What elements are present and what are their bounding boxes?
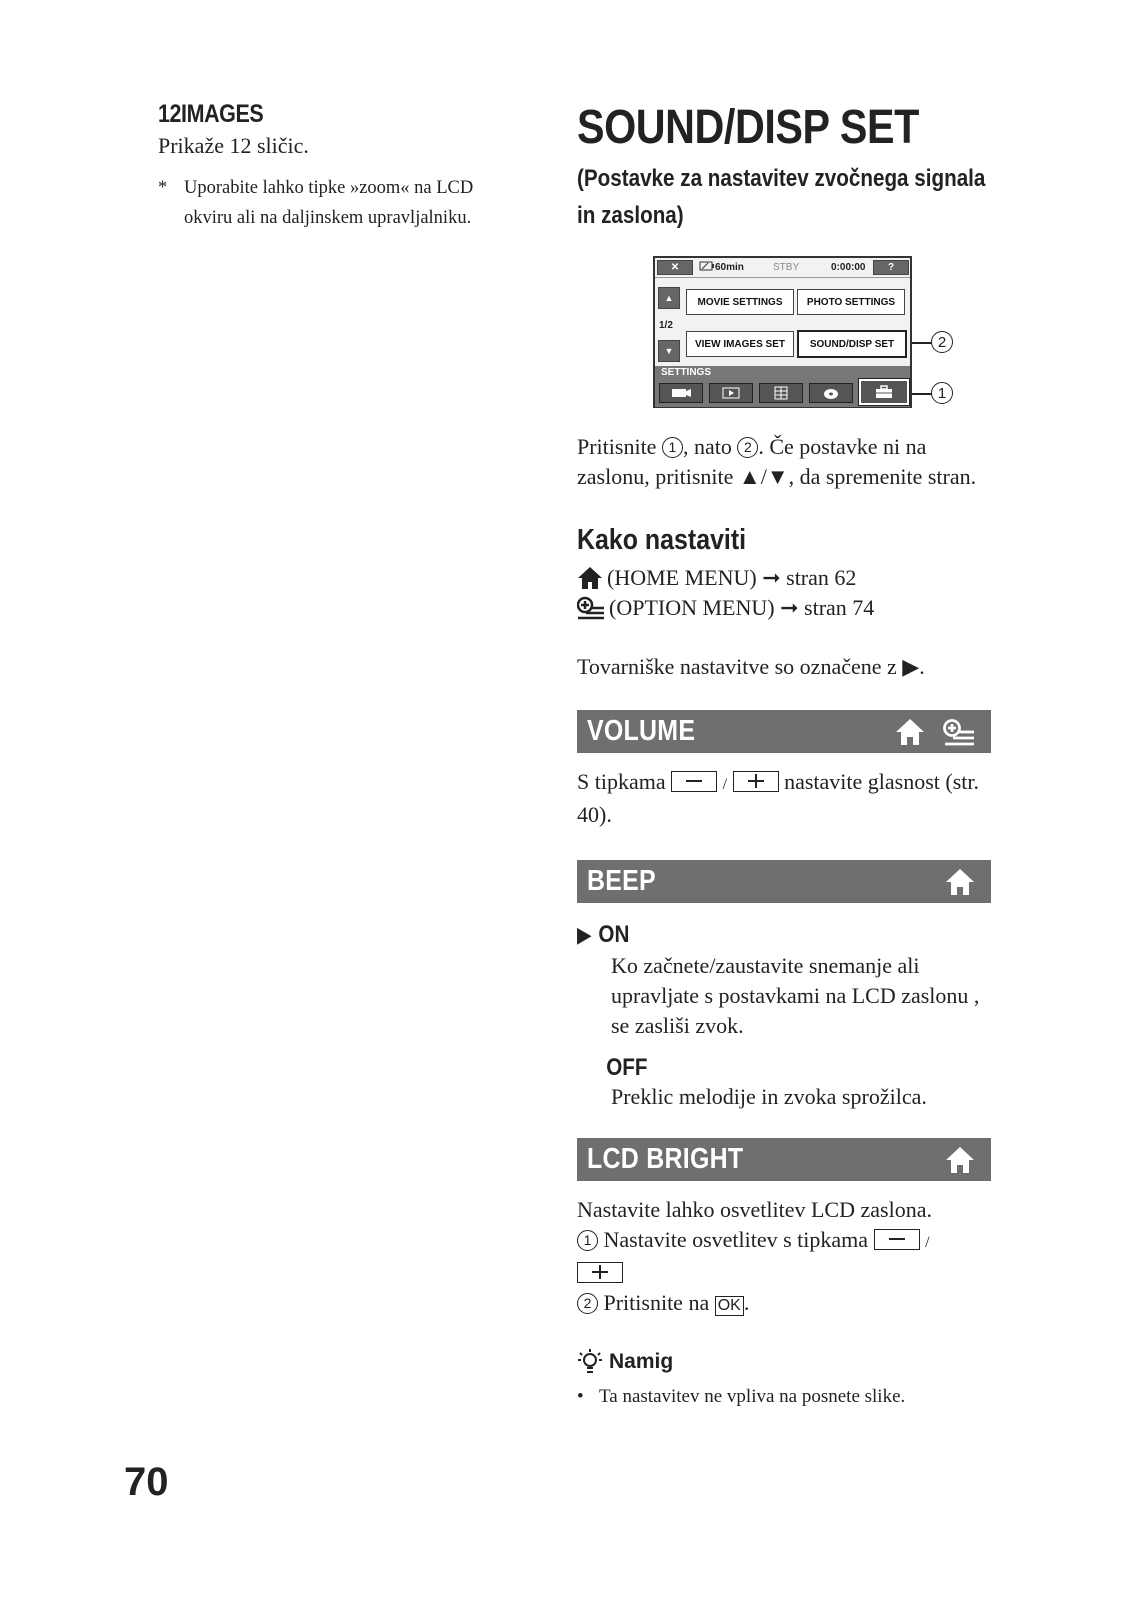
volume-text-after: nastavite glasnost (str. 40). xyxy=(577,769,979,827)
volume-description xyxy=(577,767,1001,830)
volume-text-before: S tipkama xyxy=(577,769,666,794)
toolbox-icon xyxy=(874,385,894,399)
callout-2: 2 xyxy=(931,331,953,353)
step-marker-2: 2 xyxy=(577,1293,598,1314)
volume-slash: / xyxy=(722,776,728,793)
option-menu-text: (OPTION MENU) ➞ stran 74 xyxy=(609,595,875,620)
settings-toolbox-button[interactable] xyxy=(859,379,909,405)
volume-title: VOLUME xyxy=(587,715,696,747)
left-column xyxy=(158,100,518,233)
instructions-text-1: Pritisnite xyxy=(577,434,657,459)
help-button[interactable]: ? xyxy=(873,260,909,275)
zoom-note xyxy=(158,173,518,233)
right-column xyxy=(577,100,1001,1410)
disc-icon xyxy=(822,386,840,400)
beep-on-option xyxy=(577,921,942,949)
beep-off-label: OFF xyxy=(606,1054,648,1081)
page-number: 70 xyxy=(124,1460,169,1504)
beep-off-description: Preklic melodije in zvoka sprožilca. xyxy=(611,1084,927,1109)
edit-mode-button[interactable] xyxy=(759,383,803,403)
photo-settings-button[interactable]: PHOTO SETTINGS xyxy=(797,289,905,315)
lcd-screen xyxy=(653,256,912,408)
default-settings-note: Tovarniške nastavitve so označene z ▶. xyxy=(577,654,925,679)
lightbulb-icon xyxy=(577,1348,603,1376)
plus-icon xyxy=(578,1263,622,1281)
section-subtitle: (Postavke za nastavitev zvočnega signala in zaslona) xyxy=(577,165,986,229)
home-menu-text: (HOME MENU) ➞ stran 62 xyxy=(607,565,857,590)
plus-key xyxy=(733,771,779,792)
option-menu-icon xyxy=(577,596,605,620)
list-icon xyxy=(774,386,788,400)
movie-camera-icon xyxy=(670,387,692,399)
home-icon xyxy=(577,566,603,590)
disc-mode-button[interactable] xyxy=(809,383,853,403)
sound-disp-set-button[interactable]: SOUND/DISP SET xyxy=(797,330,907,358)
callout-1: 1 xyxy=(931,382,953,404)
camera-mode-button[interactable] xyxy=(659,383,703,403)
standby-status: STBY xyxy=(773,262,800,273)
default-marker: ▶ xyxy=(577,922,592,947)
battery-remaining: 60min xyxy=(715,262,744,273)
home-icon xyxy=(945,868,975,896)
tip-item xyxy=(577,1384,1001,1410)
tip-label: Namig xyxy=(609,1350,674,1373)
lcd-step-1-text: Nastavite osvetlitev s tipkama xyxy=(603,1227,869,1252)
lcd-bright-title: LCD BRIGHT xyxy=(587,1143,744,1175)
ok-key: OK xyxy=(715,1296,744,1316)
battery-icon xyxy=(699,261,715,274)
lcd-bright-step-2 xyxy=(577,1288,1001,1318)
instructions-paragraph xyxy=(577,432,1001,492)
lcd-bright-step-1 xyxy=(577,1225,1001,1288)
tip-heading xyxy=(577,1348,1001,1376)
beep-on-label: ON xyxy=(598,921,630,948)
beep-off-option xyxy=(577,1054,942,1082)
playback-mode-button[interactable] xyxy=(709,383,753,403)
callout-2-line xyxy=(912,342,932,344)
step-marker-1: 1 xyxy=(577,1230,598,1251)
page-indicator: 1/2 xyxy=(659,320,673,331)
minus-key xyxy=(671,771,717,792)
heading-12images: 12IMAGES xyxy=(158,100,264,128)
lcd-step-2-text: Pritisnite na xyxy=(603,1290,710,1315)
minus-key xyxy=(874,1229,920,1250)
beep-bar xyxy=(577,860,991,903)
minus-icon xyxy=(672,772,716,790)
play-icon xyxy=(722,387,740,399)
instructions-text-2: , nato xyxy=(682,434,732,459)
plus-icon xyxy=(734,772,778,790)
note-text: Uporabite lahko tipke »zoom« na LCD okviru ali na daljinskem upravljalniku. xyxy=(184,178,474,228)
home-icon xyxy=(945,1146,975,1174)
movie-settings-button[interactable]: MOVIE SETTINGS xyxy=(686,289,794,315)
screen-bottom-panel xyxy=(655,366,910,407)
minus-icon xyxy=(875,1230,919,1248)
option-menu-reference xyxy=(577,593,1001,623)
scroll-up-button[interactable]: ▲ xyxy=(658,287,680,309)
option-menu-icon xyxy=(943,718,975,746)
how-to-heading: Kako nastaviti xyxy=(577,524,747,556)
lcd-bright-intro: Nastavite lahko osvetlitev LCD zaslona. xyxy=(577,1197,932,1222)
home-menu-reference xyxy=(577,563,1001,593)
plus-key xyxy=(577,1262,623,1283)
lcd-screen-illustration xyxy=(653,256,963,416)
step-marker-2: 2 xyxy=(737,437,758,458)
scroll-down-button[interactable]: ▼ xyxy=(658,340,680,362)
12images-description: Prikaže 12 sličic. xyxy=(158,133,309,158)
close-button[interactable]: ✕ xyxy=(657,260,693,275)
lcd-step-slash: / xyxy=(925,1234,930,1251)
settings-category-label: SETTINGS xyxy=(661,367,712,378)
lcd-step-2-period: . xyxy=(743,1290,750,1315)
time-counter: 0:00:00 xyxy=(831,262,866,273)
home-icon xyxy=(895,718,925,746)
lcd-bright-bar xyxy=(577,1138,991,1181)
callout-1-line xyxy=(912,393,932,395)
note-asterisk: * xyxy=(158,178,168,198)
view-images-set-button[interactable]: VIEW IMAGES SET xyxy=(686,331,794,357)
volume-bar xyxy=(577,710,991,753)
tip-bullet: • xyxy=(577,1386,584,1407)
screen-status-bar xyxy=(655,258,910,278)
beep-title: BEEP xyxy=(587,865,656,897)
tip-text: Ta nastavitev ne vpliva na posnete slike. xyxy=(599,1386,906,1407)
section-title: SOUND/DISP SET xyxy=(577,101,919,154)
beep-on-description: Ko začnete/zaustavite snemanje ali upravljate s postavkami na LCD zaslonu , se zasliši zvok. xyxy=(611,953,980,1038)
instructions-text-3: . Če postavke ni na zaslonu, pritisnite ▲/▼, da spremenite stran. xyxy=(577,434,977,489)
step-marker-1: 1 xyxy=(662,437,683,458)
